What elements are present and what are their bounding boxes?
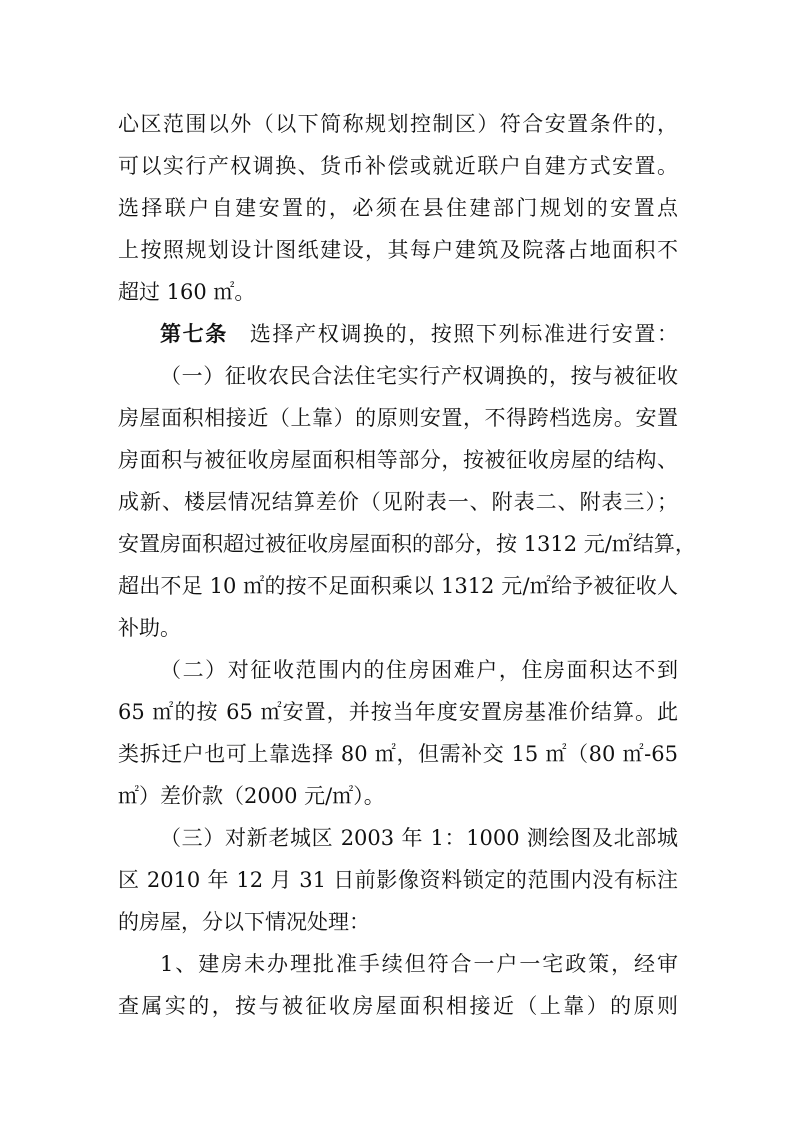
- paragraph-line: （二）对征收范围内的住房困难户，住房面积达不到: [160, 658, 678, 682]
- paragraph-line: 补助。: [118, 616, 181, 640]
- paragraph-line: 成新、楼层情况结算差价（见附表一、附表二、附表三）；: [118, 490, 678, 514]
- paragraph-line: 1、建房未办理批准手续但符合一户一宅政策，经审: [160, 952, 678, 976]
- paragraph-line: 房屋面积相接近（上靠）的原则安置，不得跨档选房。安置: [118, 406, 678, 430]
- paragraph-line: 类拆迁户也可上靠选择 80 ㎡，但需补交 15 ㎡（80 ㎡-65: [118, 742, 678, 766]
- article-label: 第七条: [160, 322, 228, 346]
- paragraph-line: 选择联户自建安置的，必须在县住建部门规划的安置点: [118, 196, 678, 220]
- paragraph-line: 查属实的，按与被征收房屋面积相接近（上靠）的原则: [118, 994, 678, 1018]
- paragraph-line: 可以实行产权调换、货币补偿或就近联户自建方式安置。: [118, 154, 678, 178]
- paragraph-line: （三）对新老城区 2003 年 1：1000 测绘图及北部城: [160, 826, 678, 850]
- paragraph-line: 超出不足 10 ㎡的按不足面积乘以 1312 元/㎡给予被征收人: [118, 574, 678, 598]
- paragraph-line: ㎡）差价款（2000 元/㎡）。: [118, 784, 385, 808]
- paragraph-line: 区 2010 年 12 月 31 日前影像资料锁定的范围内没有标注: [118, 868, 678, 892]
- paragraph-line: 超过 160 ㎡。: [118, 280, 256, 304]
- paragraph-line: （一）征收农民合法住宅实行产权调换的，按与被征收: [160, 364, 678, 388]
- paragraph-line: 房面积与被征收房屋面积相等部分，按被征收房屋的结构、: [118, 448, 678, 472]
- paragraph-line: 的房屋，分以下情况处理：: [118, 910, 370, 934]
- paragraph-line: 安置房面积超过被征收房屋面积的部分，按 1312 元/㎡结算，: [118, 532, 696, 556]
- paragraph-line: 心区范围以外（以下简称规划控制区）符合安置条件的，: [118, 112, 678, 136]
- article-heading-line: 第七条 选择产权调换的，按照下列标准进行安置：: [160, 322, 679, 346]
- paragraph-line: 上按照规划设计图纸建设，其每户建筑及院落占地面积不: [118, 238, 678, 262]
- paragraph-line: 65 ㎡的按 65 ㎡安置，并按当年度安置房基准价结算。此: [118, 700, 678, 724]
